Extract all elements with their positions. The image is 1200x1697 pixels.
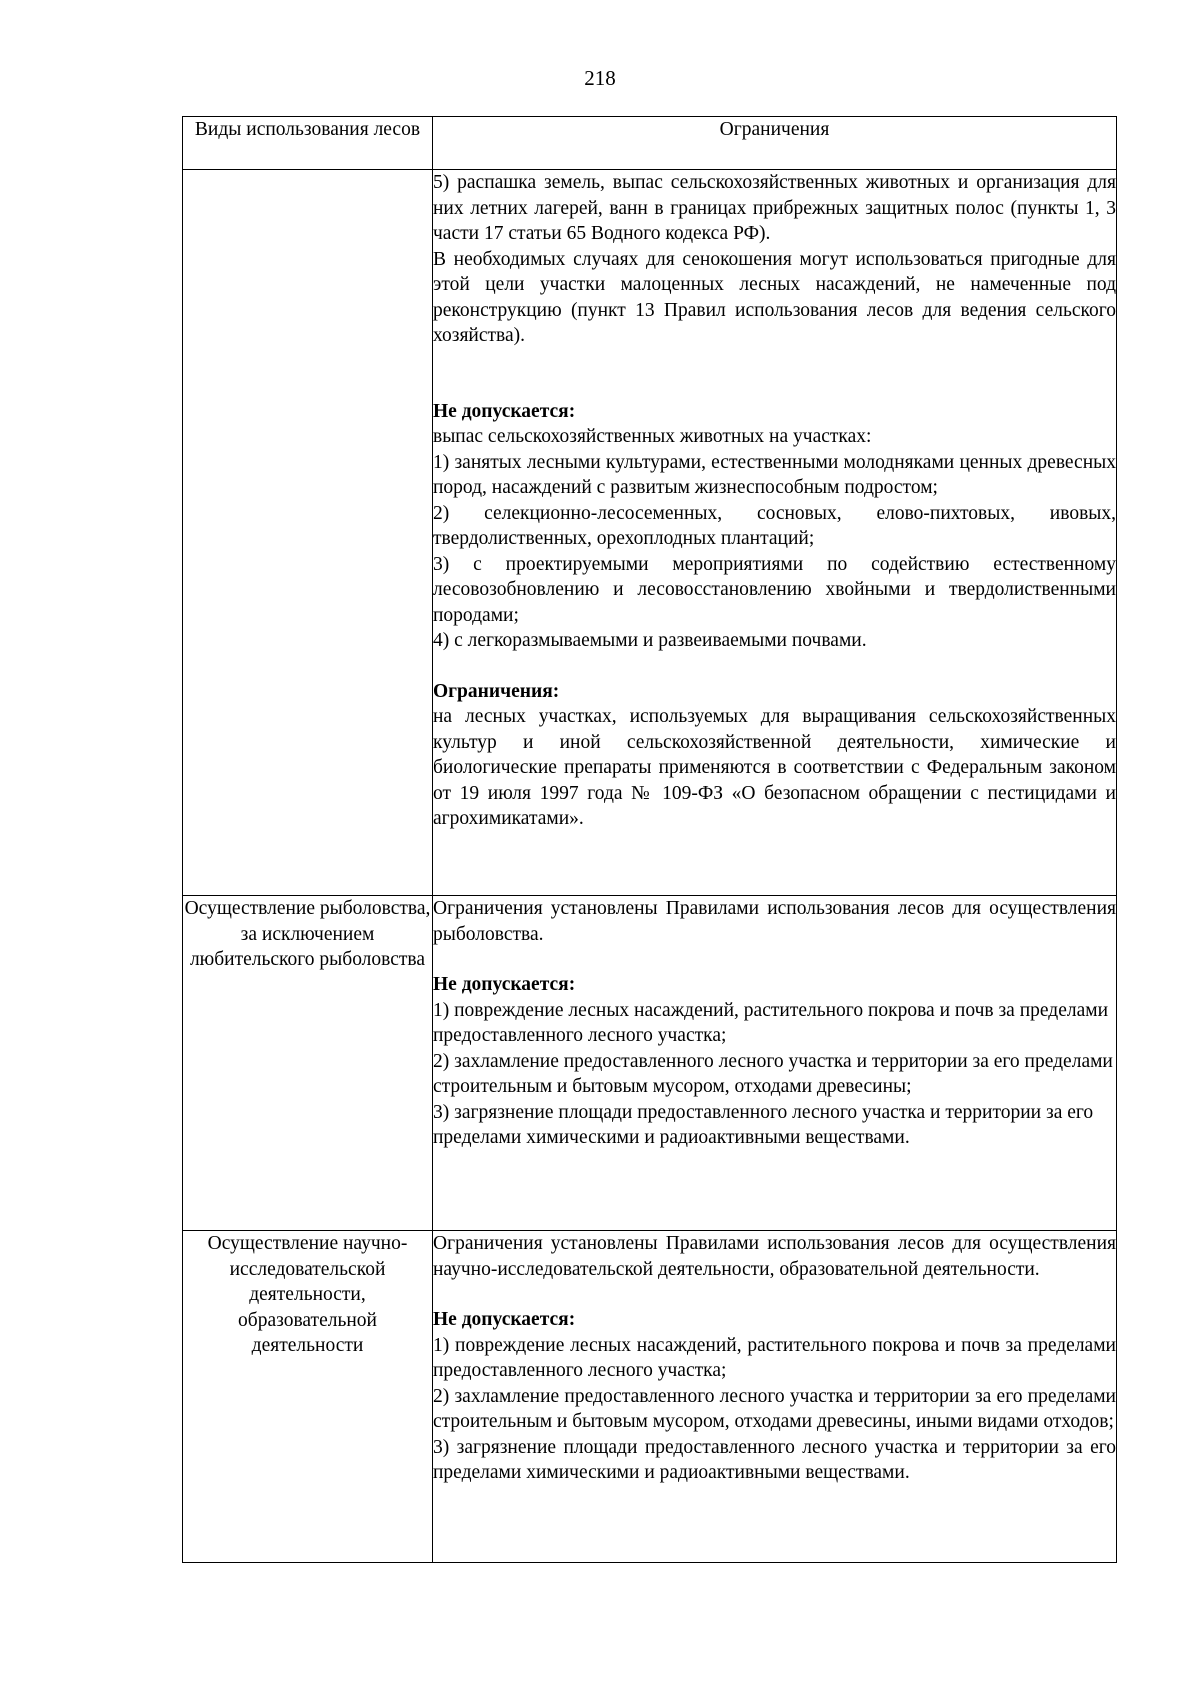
- restriction-item: 1) занятых лесными культурами, естественными молодняками ценных древесных пород, насаждений с развитым жизнеспособным подростом;: [433, 451, 1116, 498]
- restriction-item: 2) захламление предоставленного лесного участка и территории за его пределами строительным и бытовым мусором, отходами древесины;: [433, 1050, 1113, 1097]
- restriction-note: Ограничения установлены Правилами использования лесов для осуществления рыболовства.: [433, 898, 1116, 945]
- table-header-row: [183, 117, 1117, 170]
- column-header-restrictions: Ограничения: [433, 117, 1117, 170]
- restriction-item: 5) распашка земель, выпас сельскохозяйственных животных и организация для них летних лагерей, ванн в границах прибрежных защитных полос (пункты 1, 3 части 17 статьи 65 Водного кодекса РФ).: [433, 172, 1116, 244]
- restriction-item: на лесных участках, используемых для выращивания сельскохозяйственных культур и иной сельскохозяйственной деятельности, химические и биологические препараты применяются в соответствии с Федеральным законом от 19 июля 1997 года № 109-ФЗ «О безопасном обращении с пестицидами и агрохимикатами».: [433, 706, 1116, 829]
- restriction-note: В необходимых случаях для сенокошения могут использоваться пригодные для этой цели участки малоценных лесных насаждений, не намеченные под реконструкцию (пункт 13 Правил использования лесов для ведения сельского хозяйства).: [433, 248, 1116, 346]
- section-heading: Не допускается:: [433, 1309, 576, 1330]
- restriction-item: 3) с проектируемыми мероприятиями по содействию естественному лесовозобновлению и лесовосстановлению хвойными и твердолиственными породами;: [433, 553, 1116, 626]
- restriction-item: 3) загрязнение площади предоставленного лесного участка и территории за его пределами химическими и радиоактивными веществами.: [433, 1101, 1094, 1148]
- restriction-item: 2) селекционно-лесосеменных, сосновых, елово-пихтовых, ивовых, твердолиственных, орехоплодных плантаций;: [433, 502, 1116, 549]
- usage-type-cell: [183, 170, 433, 896]
- column-header-usage-type: Виды использования лесов: [183, 117, 433, 170]
- section-heading: Не допускается:: [433, 974, 576, 995]
- table-row: [183, 1231, 1117, 1563]
- section-heading: Ограничения:: [433, 680, 560, 702]
- restriction-item: 1) повреждение лесных насаждений, растительного покрова и почв за пределами предоставленного лесного участка;: [433, 1334, 1116, 1381]
- restrictions-cell: [433, 1231, 1117, 1563]
- table-row: [183, 170, 1117, 896]
- usage-type-cell: Осуществление рыболовства, за исключением любительского рыболовства: [183, 896, 433, 1231]
- restriction-item: 4) с легкоразмываемыми и развеиваемыми почвами.: [433, 630, 867, 651]
- section-heading: Не допускается:: [433, 400, 576, 422]
- restriction-note: Ограничения установлены Правилами использования лесов для осуществления научно-исследовательской деятельности, образовательной деятельности.: [433, 1233, 1116, 1280]
- usage-type-cell: Осуществление научно-исследовательской деятельности, образовательной деятельности: [183, 1231, 433, 1563]
- page-number: 218: [584, 66, 616, 90]
- restrictions-cell: [433, 896, 1117, 1231]
- table-row: [183, 896, 1117, 1231]
- restriction-item: 1) повреждение лесных насаждений, растительного покрова и почв за пределами предоставленного лесного участка;: [433, 999, 1109, 1046]
- restriction-item: 2) захламление предоставленного лесного участка и территории за его пределами строительным и бытовым мусором, отходами древесины, иными видами отходов;: [433, 1385, 1116, 1432]
- restriction-item: выпас сельскохозяйственных животных на участках:: [433, 426, 872, 447]
- restriction-item: 3) загрязнение площади предоставленного лесного участка и территории за его пределами химическими и радиоактивными веществами.: [433, 1436, 1116, 1483]
- restrictions-table: [182, 116, 1117, 1563]
- restrictions-cell: [433, 170, 1117, 896]
